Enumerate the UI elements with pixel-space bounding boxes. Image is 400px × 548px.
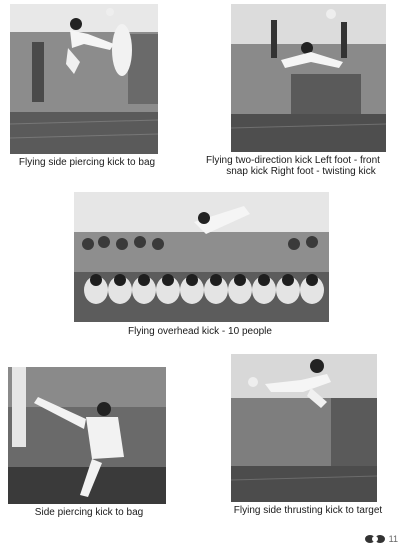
page-number: 11 [388,534,398,544]
caption-photo-3: Flying overhead kick - 10 people [128,326,272,337]
caption-photo-5: Flying side thrusting kick to target [233,505,383,516]
footer-ornament-icon [364,534,386,544]
caption-photo-2-line-1: Flying two-direction kick Left foot - front [206,155,380,166]
photo-4-image [8,367,166,504]
photo-3-image [74,192,329,322]
caption-photo-1: Flying side piercing kick to bag [18,157,156,168]
photo-flying-side-thrusting-kick [231,354,377,502]
caption-photo-4: Side piercing kick to bag [34,507,144,518]
photo-flying-two-direction-kick [231,4,386,152]
photo-flying-side-piercing-kick [10,4,158,154]
photo-5-image [231,354,377,502]
photo-1-image [10,4,158,154]
photo-side-piercing-kick [8,367,166,504]
photo-flying-overhead-kick [74,192,329,322]
caption-photo-2-line-2: snap kick Right foot - twisting kick [226,166,376,177]
photo-2-image [231,4,386,152]
